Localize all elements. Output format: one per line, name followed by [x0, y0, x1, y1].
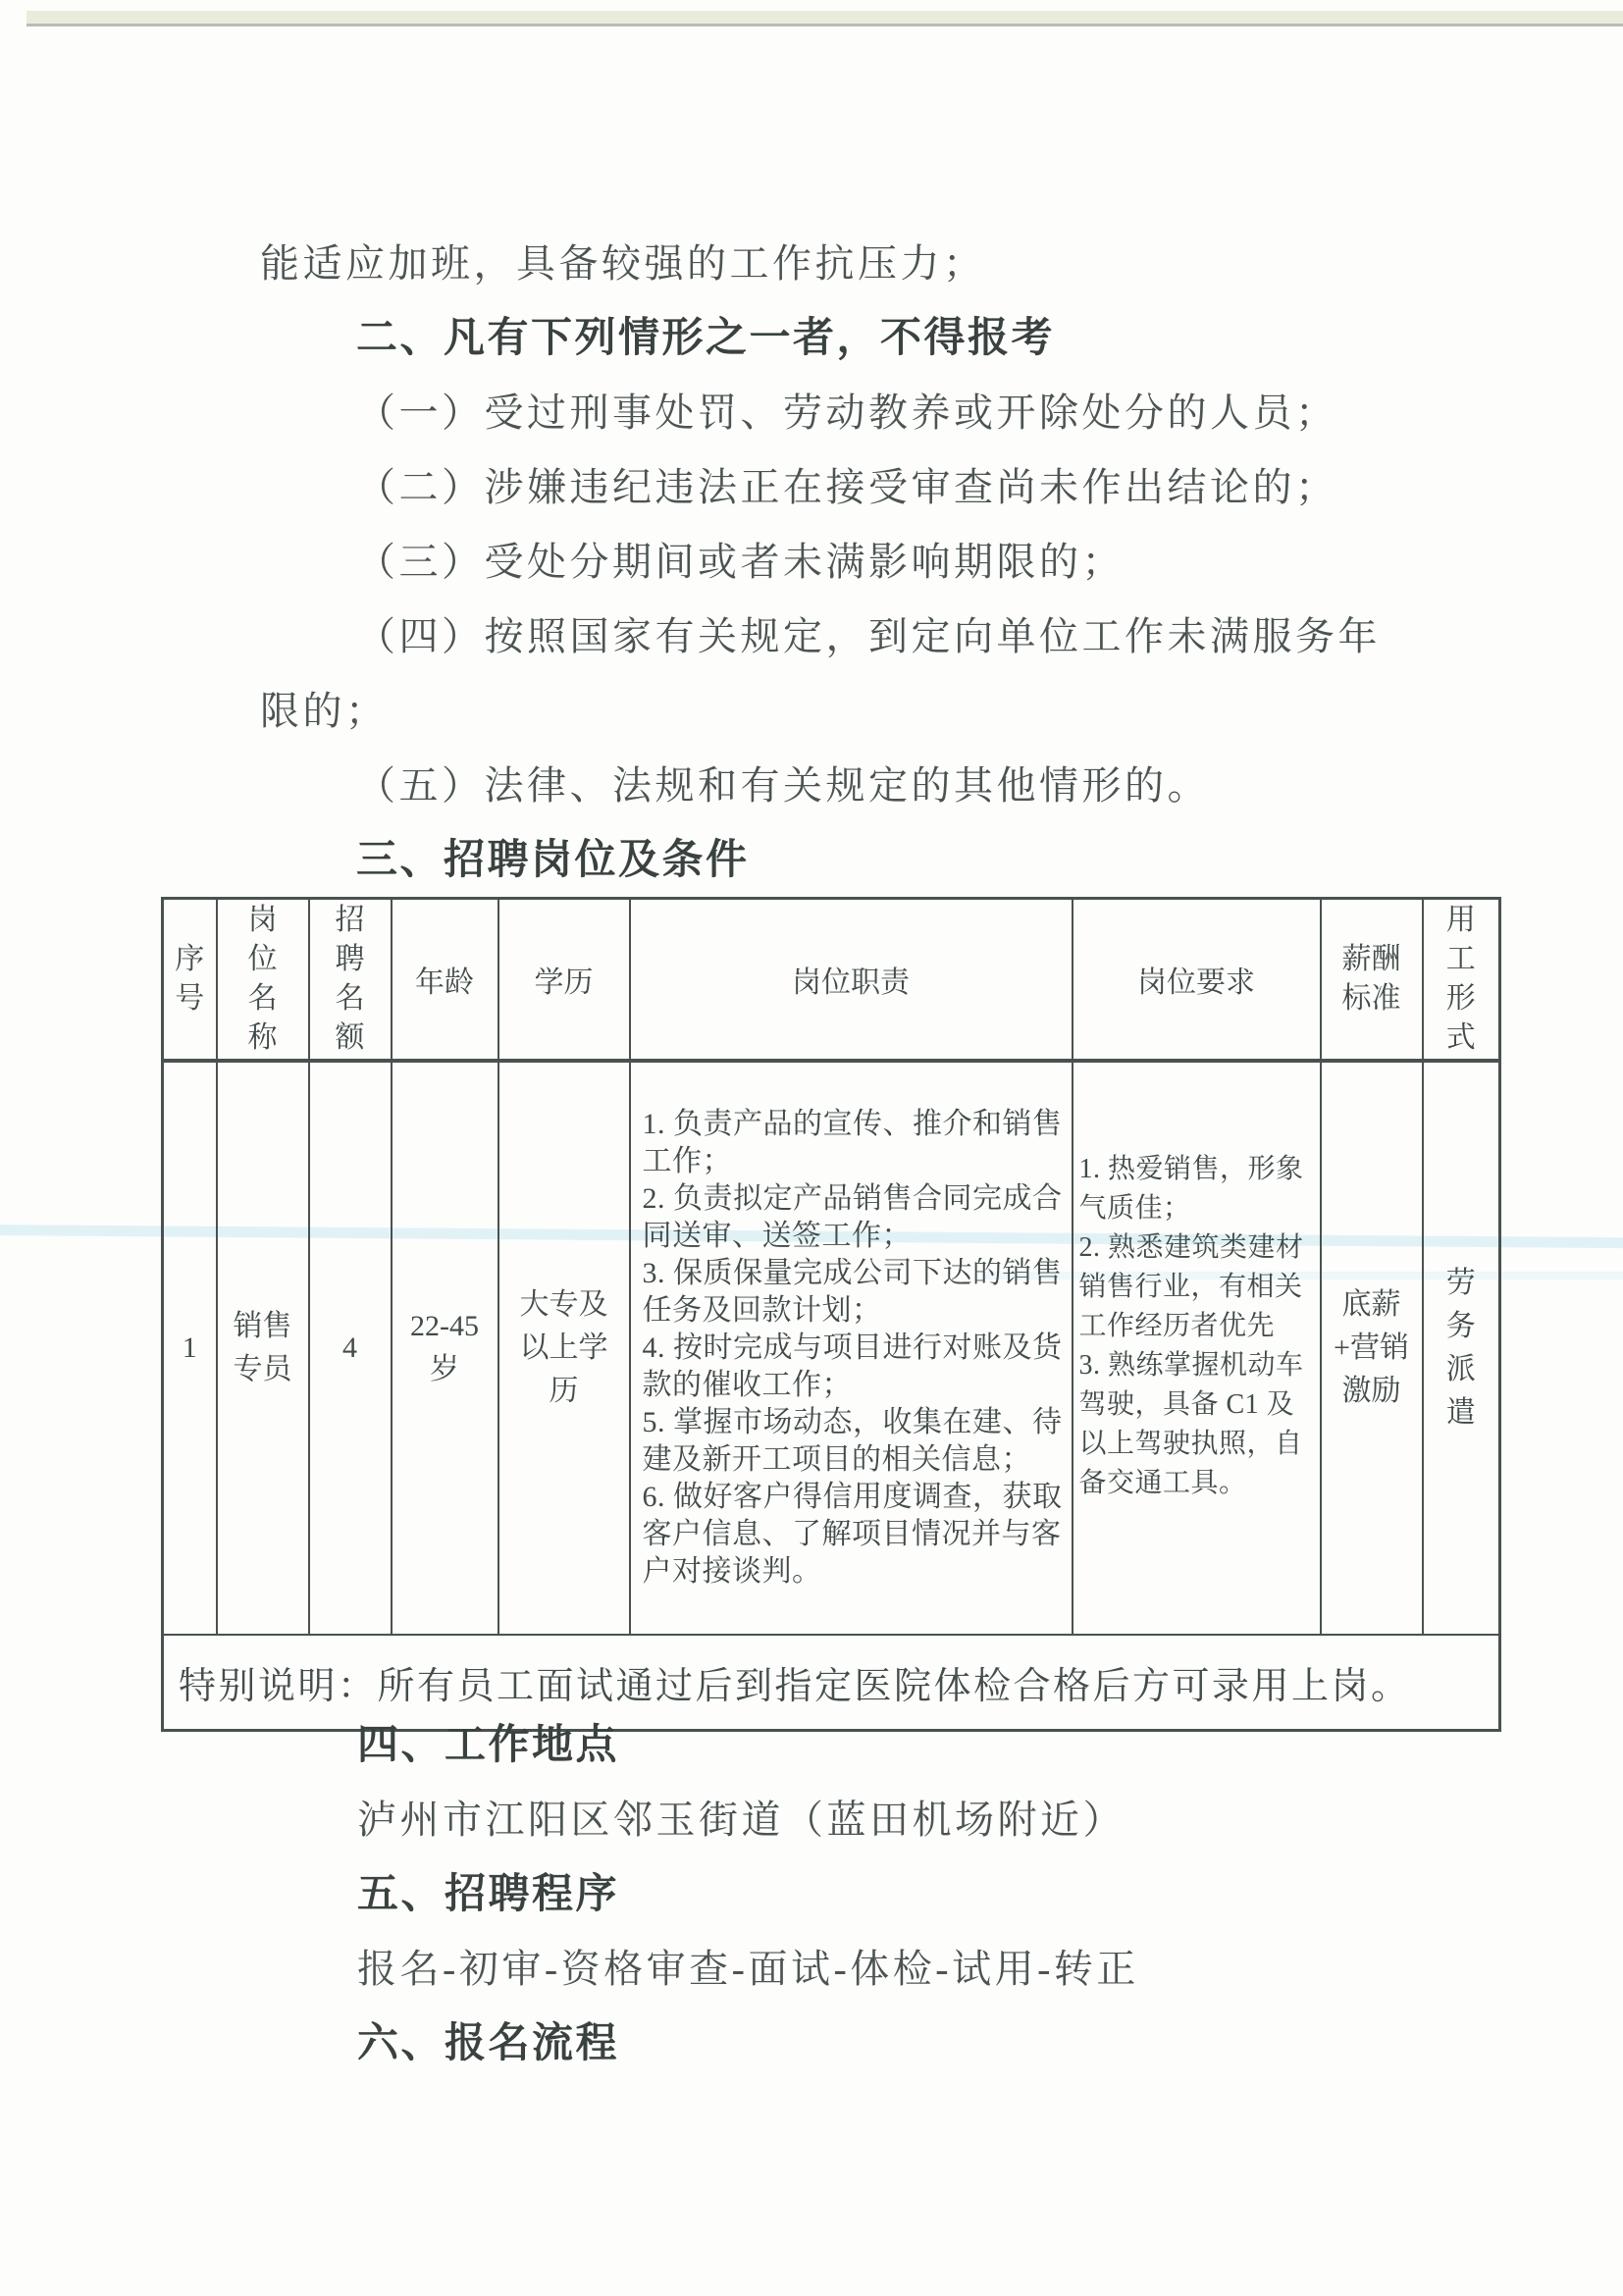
special-note: 特别说明：所有员工面试通过后到指定医院体检合格后方可录用上岗。 — [163, 1635, 1500, 1731]
positions-table — [161, 897, 1501, 1732]
duty-item-1: 1. 负责产品的宣传、推介和销售工作； — [642, 1108, 1063, 1177]
section-heading-positions: 三、招聘岗位及条件 — [356, 836, 750, 882]
cell-employment — [1423, 1061, 1500, 1635]
column-header-education-label: 学历 — [534, 966, 594, 999]
disqualify-item-1: （一）受过刑事处罚、劳动教养或开除处分的人员； — [356, 390, 1338, 435]
column-header-requirements-label: 岗位要求 — [1137, 966, 1255, 999]
age-value: 22-45岁 — [410, 1310, 479, 1385]
employment-value: 劳务派遣 — [1445, 1267, 1476, 1429]
duty-item-5: 5. 掌握市场动态，收集在建、待建及新开工项目的相关信息； — [642, 1406, 1063, 1476]
column-header-seq-label: 序号 — [175, 943, 205, 1015]
document-body — [260, 223, 1438, 894]
headcount-value: 4 — [342, 1331, 357, 1364]
disqualify-item-3: （三）受处分期间或者未满影响期限的； — [356, 539, 1125, 584]
disqualify-item-5: （五）法律、法规和有关规定的其他情形的。 — [356, 762, 1210, 808]
cell-salary — [1321, 1061, 1423, 1635]
column-header-position — [217, 899, 309, 1062]
table-header-row — [163, 899, 1500, 1062]
section-heading-location: 四、工作地点 — [357, 1721, 620, 1767]
scan-edge-artifact — [26, 11, 1623, 26]
disqualify-item-4-line-1: （四）按照国家有关规定，到定向单位工作未满服务年 — [356, 613, 1381, 658]
requirement-item-2: 2. 熟悉建筑类建材销售行业，有相关工作经历者优先 — [1078, 1231, 1304, 1341]
column-header-requirements — [1073, 899, 1321, 1062]
duty-item-3: 3. 保质保量完成公司下达的销售任务及回款计划； — [642, 1257, 1063, 1327]
cell-position — [217, 1061, 309, 1635]
cell-education — [498, 1061, 630, 1635]
column-header-employment — [1423, 899, 1500, 1062]
duty-item-2: 2. 负责拟定产品销售合同完成合同送审、送签工作； — [642, 1182, 1063, 1252]
salary-value: 底薪+营销激励 — [1334, 1288, 1409, 1407]
requirement-item-3: 3. 熟练掌握机动车驾驶，具备 C1 及以上驾驶执照，自备交通工具。 — [1078, 1349, 1304, 1498]
position-value: 销售专员 — [233, 1310, 292, 1385]
section-heading-apply: 六、报名流程 — [357, 2019, 620, 2065]
procedure-text: 报名-初审-资格审查-面试-体检-试用-转正 — [357, 1946, 1139, 1991]
column-header-age-label: 年龄 — [415, 966, 474, 999]
cell-seq — [163, 1061, 217, 1635]
cell-headcount — [309, 1061, 392, 1635]
column-header-salary-label: 薪酬标准 — [1341, 943, 1401, 1015]
column-header-seq — [163, 899, 217, 1062]
column-header-education — [498, 899, 630, 1062]
position-row — [163, 1061, 1500, 1635]
disqualify-item-2: （二）涉嫌违纪违法正在接受审查尚未作出结论的； — [356, 464, 1338, 509]
document-bottom-sections — [357, 1704, 1535, 2077]
disqualify-item-4-line-2: 限的； — [260, 688, 389, 733]
seq-value: 1 — [182, 1331, 197, 1364]
column-header-salary — [1321, 899, 1423, 1062]
column-header-employment-label: 用工形式 — [1445, 904, 1476, 1054]
duty-item-6: 6. 做好客户得信用度调查，获取客户信息、了解项目情况并与客户对接谈判。 — [642, 1481, 1063, 1588]
duty-item-4: 4. 按时完成与项目进行对账及货款的催收工作； — [642, 1331, 1063, 1401]
location-text: 泸州市江阳区邻玉街道（蓝田机场附近） — [357, 1797, 1126, 1842]
column-header-duties — [630, 899, 1073, 1062]
education-value: 大专及以上学历 — [519, 1288, 608, 1407]
requirement-item-1: 1. 热爱销售，形象气质佳； — [1078, 1153, 1304, 1224]
column-header-duties-label: 岗位职责 — [792, 966, 910, 999]
section-heading-procedure: 五、招聘程序 — [357, 1870, 620, 1916]
cell-requirements — [1073, 1061, 1321, 1635]
paragraph-continuation-line: 能适应加班，具备较强的工作抗压力； — [260, 240, 986, 286]
column-header-position-label: 岗位名称 — [247, 904, 278, 1054]
section-heading-disqualify: 二、凡有下列情形之一者，不得报考 — [356, 314, 1056, 360]
cell-age — [392, 1061, 498, 1635]
column-header-age — [392, 899, 498, 1062]
column-header-headcount-label: 招聘名额 — [335, 904, 365, 1054]
column-header-headcount — [309, 899, 392, 1062]
cell-duties — [630, 1061, 1073, 1635]
